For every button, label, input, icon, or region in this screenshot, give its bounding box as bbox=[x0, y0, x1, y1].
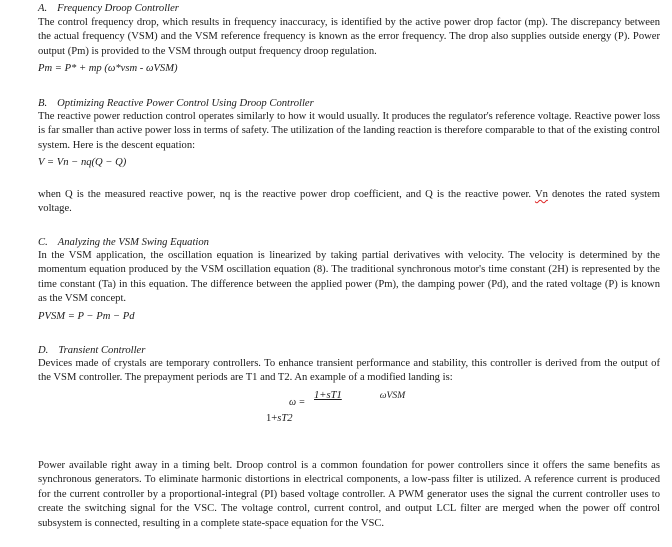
equation-numerator: 1+sT1 bbox=[314, 390, 342, 401]
section-b-equation: V = Vn − nq(Q − Q) bbox=[38, 157, 127, 168]
section-d-paragraph: Devices made of crystals are temporary controllers. To enhance transient performance and stability, this controller is derived from the output of the VSM controller. The prepayment periods are T1 and T2. An example of a modified landing is: bbox=[38, 358, 660, 384]
equation-rhs: ωVSM bbox=[379, 390, 406, 401]
section-b-note-text: when Q is the measured reactive power, nq is the reactive power drop coefficient, and Q is the reactive power. bbox=[38, 189, 535, 200]
section-d-number: D. bbox=[38, 345, 49, 356]
section-d-title: Transient Controller bbox=[58, 345, 146, 356]
equation-denominator bbox=[266, 413, 293, 424]
spellcheck-flagged-word[interactable]: Vn bbox=[534, 189, 548, 200]
equation-denominator-term: sT2 bbox=[277, 413, 293, 424]
section-b-note-text-end: denotes the rated system voltage. bbox=[38, 189, 660, 215]
section-a-number: A. bbox=[38, 3, 48, 14]
section-b-number: B. bbox=[38, 98, 48, 109]
equation-denominator-prefix: 1+ bbox=[266, 413, 278, 424]
section-c-title: Analyzing the VSM Swing Equation bbox=[57, 237, 209, 248]
closing-paragraph: Power available right away in a timing belt. Droop control is a common foundation for power controllers since it offers the same benefits as synchronous generators. To eliminate harmonic distortions in electrical components, a low-pass filter is utilized. A reference current is produced for the current controller by a proportional-integral (PI) based voltage controller. A PWM generator uses the signal the current controller uses to create the switching signal for the VSC. The voltage control, current control, and output LCL filter are merged when the power off control subsystem is connected, resulting in a complete state-space equation for the VSC. bbox=[38, 460, 660, 529]
equation-lhs: ω = bbox=[289, 397, 306, 408]
section-c-paragraph: In the VSM application, the oscillation equation is linearized by taking partial derivatives with velocity. The velocity is determined by the momentum equation produced by the VSM oscillation equation (8). The traditional synchronous motor's time constant (2H) is represented by the time constant (Ta) in this equation. The difference between the applied power (Pm), the damping power (Pd), and the rated voltage (P) is known as the VSM concept. bbox=[38, 250, 660, 305]
section-b-paragraph: The reactive power reduction control operates similarly to how it would usually. It produces the regulator's reference voltage. Reactive power loss is far smaller than active power loss in terms of safety. The utilization of the landing reaction is therefore comparable to that of the existing control system. Here is the descent equation: bbox=[38, 111, 660, 151]
section-a-title: Frequency Droop Controller bbox=[57, 3, 179, 14]
section-b-title: Optimizing Reactive Power Control Using Droop Controller bbox=[57, 98, 314, 109]
section-c-equation: PVSM = P − Pm − Pd bbox=[38, 311, 135, 322]
equation-numerator-line bbox=[314, 390, 405, 401]
section-a-paragraph: The control frequency drop, which results in frequency inaccuracy, is identified by the active power drop factor (mp). The discrepancy between the actual frequency (VSM) and the VSM reference frequency is known as the error frequency. The drop also supplies outside energy (P). Power output (Pm) is provided to the VSM through output frequency droop regulation. bbox=[38, 17, 660, 57]
section-b-note bbox=[38, 188, 660, 217]
section-a-heading bbox=[38, 2, 660, 16]
section-c-number: C. bbox=[38, 237, 48, 248]
section-a-equation: Pm = P* + mp (ω*vsm - ωVSM) bbox=[38, 63, 178, 74]
